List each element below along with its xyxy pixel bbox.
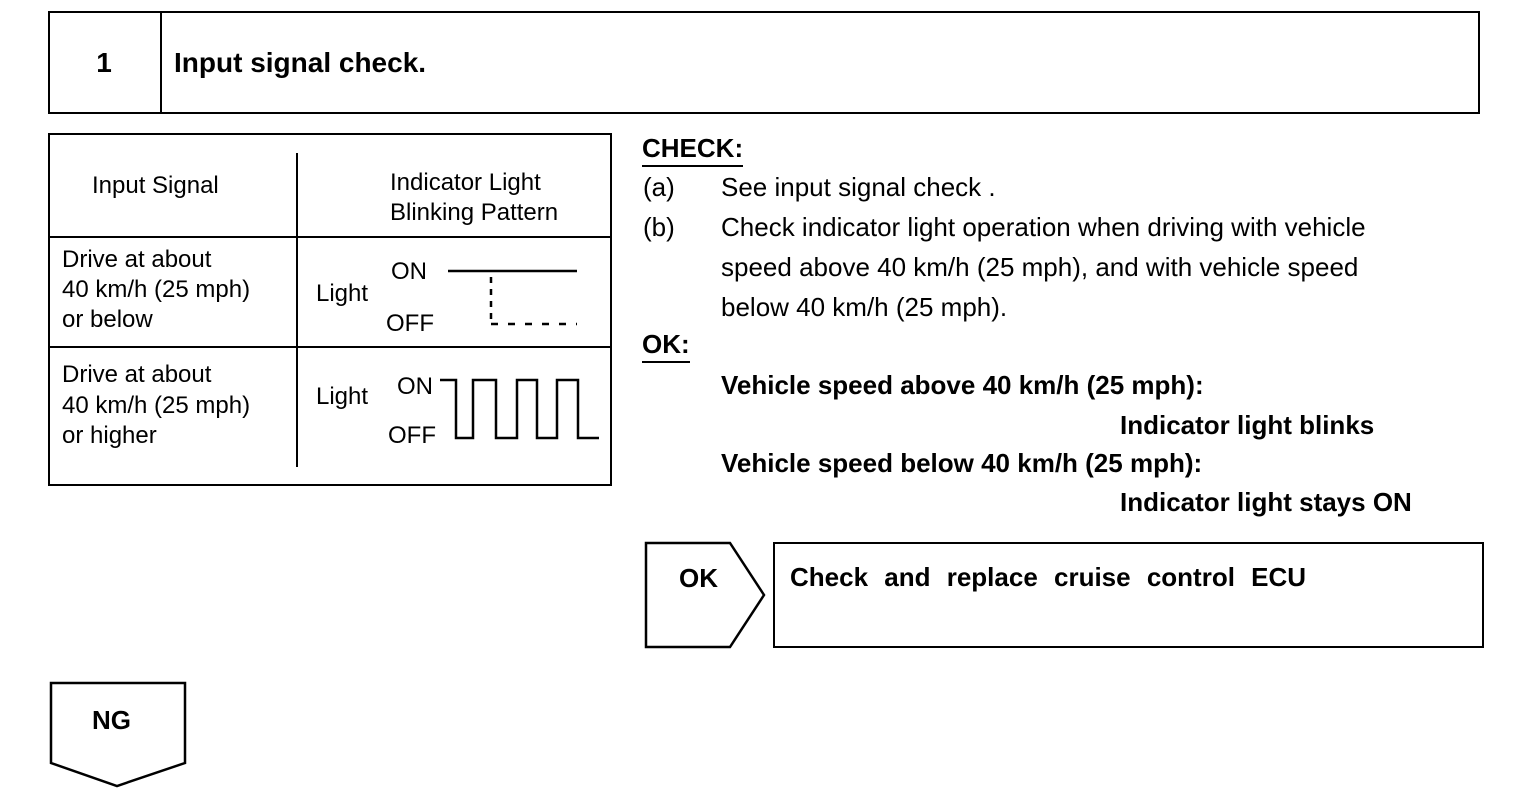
table-row-divider <box>48 346 612 348</box>
row-1-light-label: Light <box>316 280 369 307</box>
check-item-b-line-3: below 40 km/h (25 mph). <box>721 292 1008 322</box>
ok-condition-above: Vehicle speed above 40 km/h (25 mph): <box>721 370 1204 400</box>
check-item-a-marker: (a) <box>643 172 675 202</box>
step-number: 1 <box>96 46 112 78</box>
table-row-1-line-1: Drive at about <box>62 246 212 273</box>
blinking-waveform <box>436 372 606 447</box>
table-header-blinking-pattern: Blinking Pattern <box>390 199 559 226</box>
table-header-input-signal: Input Signal <box>92 172 219 199</box>
ok-result-blinks: Indicator light blinks <box>1120 410 1375 440</box>
row-1-on-label: ON <box>391 258 427 285</box>
ok-heading: OK: <box>642 329 690 363</box>
check-item-b-line-2: speed above 40 km/h (25 mph), and with vehicle speed <box>721 252 1359 282</box>
step-title: Input signal check. <box>174 46 427 78</box>
ok-arrow-tag <box>644 540 772 650</box>
table-row-1-line-2: 40 km/h (25 mph) <box>62 276 251 303</box>
table-column-divider <box>296 153 298 467</box>
check-item-b-line-1: Check indicator light operation when driving with vehicle <box>721 212 1366 242</box>
table-row-2-line-1: Drive at about <box>62 361 212 388</box>
ok-tag-label: OK <box>679 563 718 593</box>
ok-action-text: Check and replace cruise control ECU <box>790 562 1307 592</box>
step-header-divider <box>160 11 162 114</box>
steady-on-waveform <box>440 258 590 338</box>
ok-condition-below: Vehicle speed below 40 km/h (25 mph): <box>721 448 1203 478</box>
check-item-b-marker: (b) <box>643 212 675 242</box>
ok-result-stays-on: Indicator light stays ON <box>1120 487 1412 517</box>
check-heading: CHECK: <box>642 133 743 167</box>
table-row-divider <box>48 236 612 238</box>
table-row-1-line-3: or below <box>62 306 153 333</box>
row-2-light-label: Light <box>316 383 369 410</box>
ok-action-box <box>773 542 1484 648</box>
table-row-2-line-2: 40 km/h (25 mph) <box>62 392 251 419</box>
row-2-on-label: ON <box>397 373 433 400</box>
check-item-a-text: See input signal check . <box>721 172 996 202</box>
row-1-off-label: OFF <box>386 310 434 337</box>
table-header-indicator-light: Indicator Light <box>390 169 541 196</box>
row-2-off-label: OFF <box>388 422 436 449</box>
ng-tag-label: NG <box>92 705 131 735</box>
table-row-2-line-3: or higher <box>62 422 157 449</box>
